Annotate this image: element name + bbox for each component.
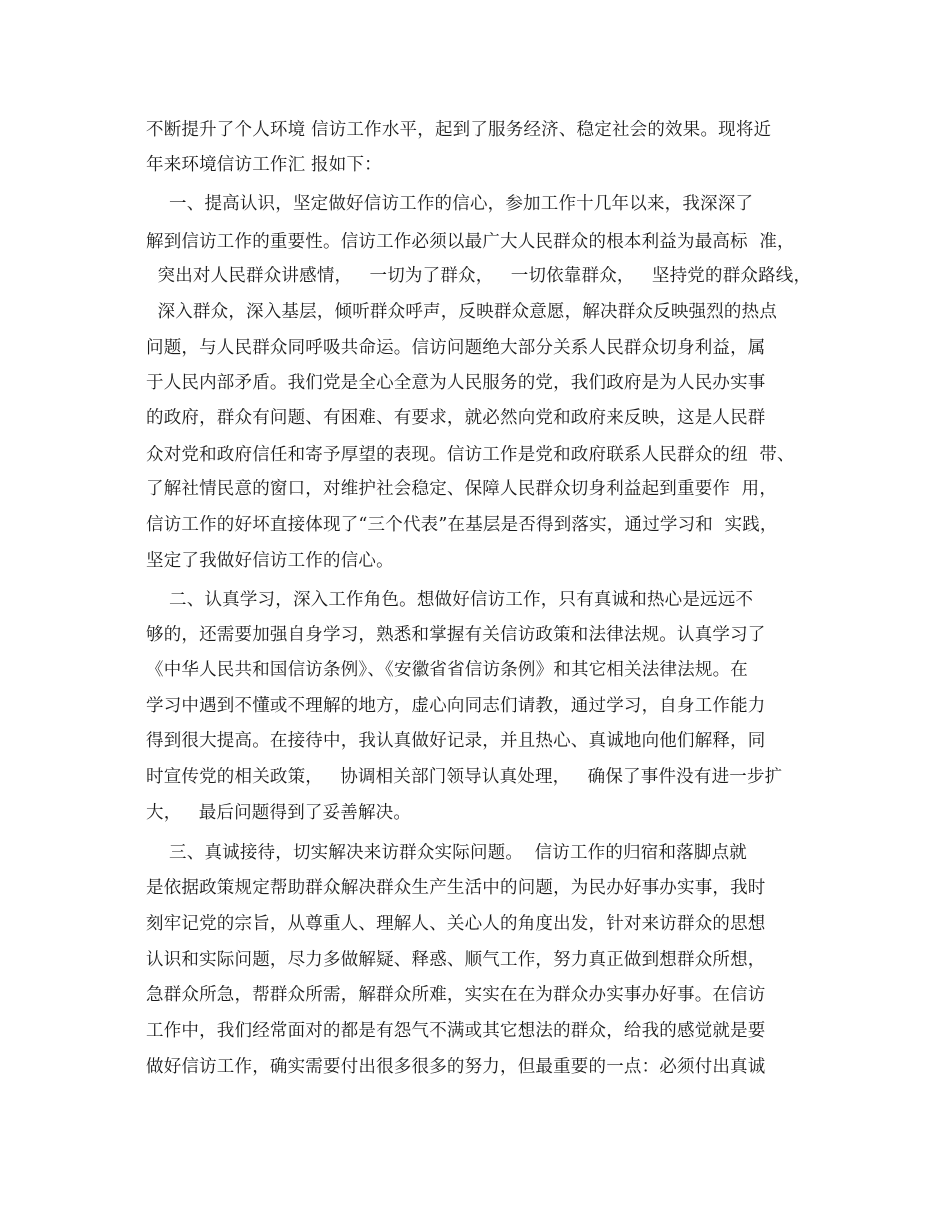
text-line: 的政府，群众有问题、有困难、有要求，就必然向党和政府来反映，这是人民群 [146,408,766,428]
text-line: 做好信访工作，确实需要付出很多很多的努力，但最重要的一点：必须付出真诚 [146,1057,766,1077]
text-line: 不断提升了个人环境 信访工作水平，起到了服务经济、稳定社会的效果。现将近 [146,120,772,140]
text-line: 年来环境信访工作汇 报如下： [146,155,382,175]
text-line: 一、提高认识，坚定做好信访工作的信心，参加工作十几年以来，我深深了 [146,194,754,214]
text-line: 二、认真学习，深入工作角色。想做好信访工作，只有真诚和热心是远远不 [146,590,754,610]
text-line: 了解社情民意的窗口，对维护社会稳定、保障人民群众切身利益起到重要作 用， [146,479,778,499]
text-line: 够的，还需要加强自身学习，熟悉和掌握有关信访政策和法律法规。认真学习了 [146,625,766,645]
text-line: 时宣传党的相关政策， 协调相关部门领导认真处理， 确保了事件没有进一步扩 [146,767,783,787]
text-line: 问题，与人民群众同呼吸共命运。信访问题绝大部分关系人民群众切身利益，属 [146,338,766,358]
text-line: 众对党和政府信任和寄予厚望的表现。信访工作是党和政府联系人民群众的纽 带、 [146,445,795,465]
text-line: 是依据政策规定帮助群众解决群众生产生活中的问题，为民办好事办实事，我时 [146,878,766,898]
text-line: 工作中，我们经常面对的都是有怨气不满或其它想法的群众，给我的感觉就是要 [146,1021,766,1041]
text-line: 学习中遇到不懂或不理解的地方，虚心向同志们请教，通过学习，自身工作能力 [146,696,766,716]
text-line: 得到很大提高。在接待中，我认真做好记录，并且热心、真诚地向他们解释，同 [146,731,766,751]
text-line: 《中华人民共和国信访条例》、《安徽省省信访条例》和其它相关法律法规。在 [146,660,748,680]
text-line: 认识和实际问题，尽力多做解疑、释惑、顺气工作，努力真正做到想群众所想， [146,950,766,970]
text-line: 信访工作的好坏直接体现了“三个代表”在基层是否得到落实，通过学习和 实践， [146,515,778,535]
text-line: 急群众所急，帮群众所需，解群众所难，实实在在为群众办实事办好事。在信访 [146,985,766,1005]
text-line: 刻牢记党的宗旨，从尊重人、理解人、关心人的角度出发，针对来访群众的思想 [146,914,766,934]
text-line: 深入群众，深入基层，倾听群众呼声，反映群众意愿，解决群众反映强烈的热点 [146,302,778,322]
text-line: 三、真诚接待，切实解决来访群众实际问题。 信访工作的归宿和落脚点就 [146,843,747,863]
text-line: 坚定了我做好信访工作的信心。 [146,551,394,571]
text-line: 解到信访工作的重要性。信访工作必须以最广大人民群众的根本利益为最高标 准， [146,232,795,252]
text-line: 大， 最后问题得到了妥善解决。 [146,803,412,823]
text-line: 突出对人民群众讲感情， 一切为了群众， 一切依靠群众， 坚持党的群众路线， [146,266,812,286]
text-line: 于人民内部矛盾。我们党是全心全意为人民服务的党，我们政府是为人民办实事 [146,373,766,393]
